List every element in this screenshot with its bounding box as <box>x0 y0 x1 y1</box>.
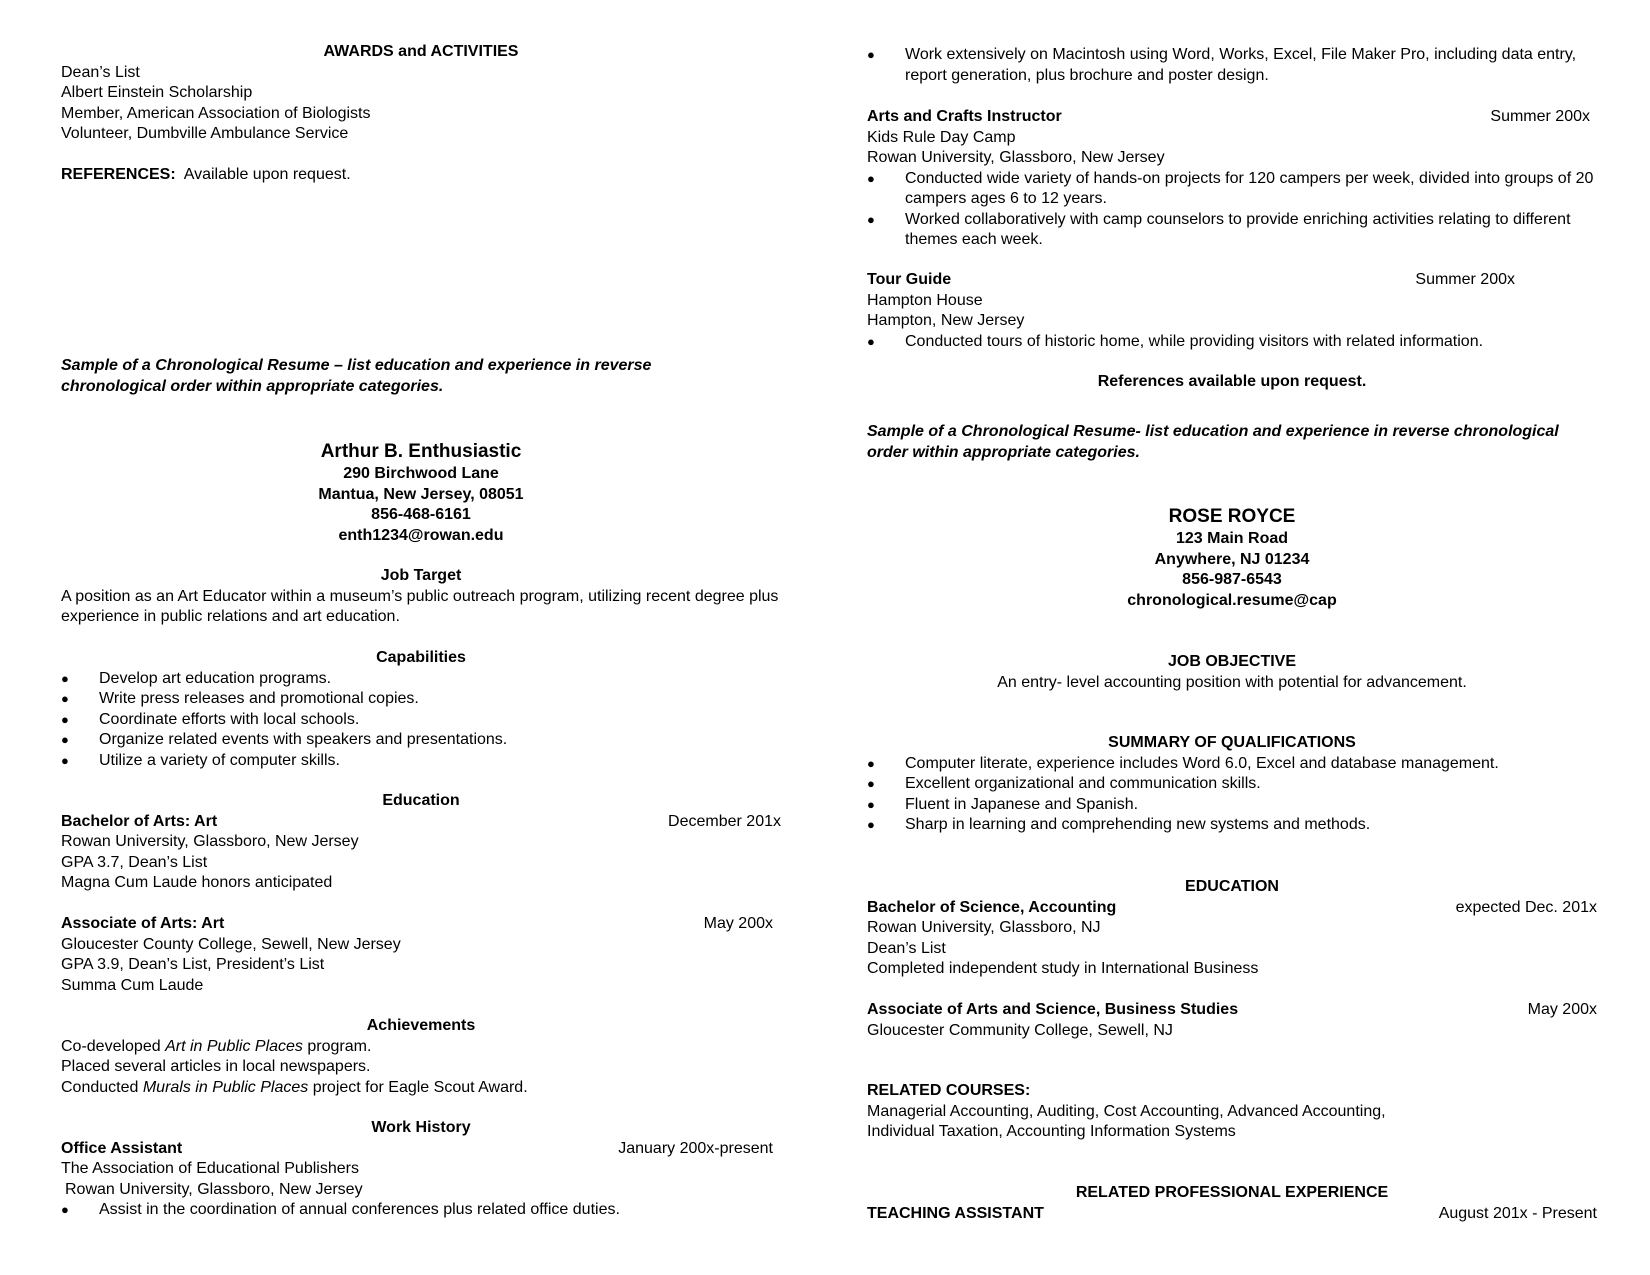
job-date: January 200x-present <box>618 1139 773 1157</box>
capability-item: ● Utilize a variety of computer skills. <box>61 751 781 772</box>
degree-detail: Rowan University, Glassboro, NJ <box>867 919 1101 936</box>
job-title: Tour Guide <box>867 271 952 288</box>
awards-heading: AWARDS and ACTIVITIES <box>323 43 519 60</box>
degree-row <box>867 898 1597 919</box>
job-location: Hampton, New Jersey <box>867 312 1025 329</box>
work-history-heading: Work History <box>371 1119 471 1136</box>
degree-date: May 200x <box>1527 1001 1597 1018</box>
achievements-heading: Achievements <box>366 1017 476 1034</box>
degree-row <box>61 812 781 833</box>
address-line2: Mantua, New Jersey, 08051 <box>318 485 524 503</box>
degree-detail: Gloucester Community College, Sewell, NJ <box>867 1021 1173 1039</box>
job-location: Rowan University, Glassboro, New Jersey <box>65 1180 363 1198</box>
achievements-section <box>61 1016 781 1098</box>
degree-detail: Gloucester County College, Sewell, New Jersey <box>61 935 401 953</box>
contact-header <box>867 505 1597 611</box>
job-target-section <box>61 566 781 628</box>
award-item: Volunteer, Dumbville Ambulance Service <box>61 125 349 142</box>
job-duty: ● Assist in the coordination of annual conferences plus related office duties. <box>61 1200 781 1221</box>
right-resume-page <box>867 0 1597 1275</box>
job-date: Summer 200x <box>1415 271 1515 288</box>
applicant-name: Arthur B. Enthusiastic <box>320 441 522 462</box>
degree-detail: Dean’s List <box>867 939 946 957</box>
courses-heading: RELATED COURSES: <box>867 1082 1031 1099</box>
achievement-title: Art in Public Places <box>165 1037 303 1055</box>
degree-title: Associate of Arts: Art <box>61 915 225 932</box>
job-duty: ● Work extensively on Macintosh using Word, Works, Excel, File Maker Pro, including data entry, report generation, plus brochure and poster design. <box>867 45 1597 86</box>
job-row <box>867 107 1590 128</box>
job-title: Arts and Crafts Instructor <box>867 108 1062 125</box>
address-line1: 123 Main Road <box>1175 530 1289 547</box>
job-duty: ● Conducted tours of historic home, while providing visitors with related information. <box>867 332 1597 353</box>
experience-heading: RELATED PROFESSIONAL EXPERIENCE <box>1075 1184 1389 1201</box>
tour-guide-section <box>867 270 1597 352</box>
objective-heading: JOB OBJECTIVE <box>1167 653 1297 670</box>
courses-line: Individual Taxation, Accounting Information Systems <box>867 1123 1236 1140</box>
achievement-text: program. <box>302 1037 372 1055</box>
degree-detail: Magna Cum Laude honors anticipated <box>61 874 333 891</box>
objective-section <box>867 652 1597 693</box>
references-label: REFERENCES: <box>61 166 176 183</box>
award-item: Dean’s List <box>61 63 140 81</box>
arts-crafts-section <box>867 107 1597 251</box>
job-row <box>867 1204 1597 1225</box>
sample-note: Sample of a Chronological Resume- list education and experience in reverse chronological order within appropriate categories. <box>867 423 1559 461</box>
job-date: Summer 200x <box>1490 108 1590 125</box>
capabilities-heading: Capabilities <box>376 649 466 666</box>
degree-detail: Summa Cum Laude <box>61 976 204 994</box>
job-row <box>867 270 1515 291</box>
job-duty: ● Worked collaboratively with camp counselors to provide enriching activities relating to different themes each week. <box>867 210 1597 251</box>
job-duty: ● Conducted wide variety of hands-on projects for 120 campers per week, divided into groups of 20 campers ages 6 to 12 years. <box>867 169 1597 210</box>
email: enth1234@rowan.edu <box>338 526 504 544</box>
job-date: August 201x - Present <box>1438 1204 1597 1222</box>
award-item: Member, American Association of Biologists <box>61 104 371 122</box>
achievement-text: Conducted <box>61 1078 143 1096</box>
address-line1: 290 Birchwood Lane <box>343 465 499 482</box>
degree-title: Bachelor of Science, Accounting <box>867 898 1117 916</box>
job-org: The Association of Educational Publishers <box>61 1160 359 1177</box>
achievement-title: Murals in Public Places <box>142 1078 309 1096</box>
contact-header <box>61 440 781 546</box>
capability-item: ● Develop art education programs. <box>61 669 781 690</box>
achievement-item <box>61 1078 781 1099</box>
address-line2: Anywhere, NJ 01234 <box>1154 550 1310 568</box>
degree-date: December 201x <box>668 812 781 830</box>
job-row <box>61 1139 773 1160</box>
awards-section <box>61 42 781 145</box>
achievement-item: Placed several articles in local newspapers. <box>61 1058 371 1075</box>
education-heading: Education <box>382 792 460 809</box>
phone: 856-468-6161 <box>371 506 471 523</box>
degree-row <box>867 1000 1597 1021</box>
capability-item: ● Organize related events with speakers and presentations. <box>61 730 781 751</box>
degree-row <box>61 914 773 935</box>
capabilities-section <box>61 648 781 771</box>
degree-date: May 200x <box>703 915 773 932</box>
achievement-text: project for Eagle Scout Award. <box>308 1078 528 1096</box>
email: chronological.resume@cap <box>1127 591 1337 609</box>
education-section <box>61 791 781 996</box>
degree-detail: GPA 3.7, Dean’s List <box>61 853 208 871</box>
qualification-item: ● Fluent in Japanese and Spanish. <box>867 795 1597 816</box>
courses-section <box>867 1081 1597 1143</box>
degree-detail: GPA 3.9, Dean’s List, President’s List <box>61 956 325 973</box>
phone: 856-987-6543 <box>1182 571 1282 588</box>
references-text: Available upon request. <box>183 166 351 183</box>
references-line: References available upon request. <box>1097 373 1367 390</box>
summary-section <box>867 733 1597 836</box>
objective-text: An entry- level accounting position with potential for advancement. <box>997 673 1467 691</box>
degree-date: expected Dec. 201x <box>1455 898 1597 916</box>
job-target-heading: Job Target <box>380 567 462 584</box>
continued-bullet <box>867 45 1597 86</box>
job-target-text: A position as an Art Educator within a museum’s public outreach program, utilizing recent degree plus experience in public relations and art education. <box>61 587 779 625</box>
work-history-section <box>61 1118 781 1221</box>
applicant-name: ROSE ROYCE <box>1168 506 1296 527</box>
education-section <box>867 877 1597 1041</box>
award-item: Albert Einstein Scholarship <box>61 84 253 101</box>
job-org: Hampton House <box>867 291 983 309</box>
degree-title: Associate of Arts and Science, Business Studies <box>867 1001 1239 1018</box>
experience-section <box>867 1183 1597 1224</box>
job-location: Rowan University, Glassboro, New Jersey <box>867 149 1165 166</box>
sample-note: Sample of a Chronological Resume – list education and experience in reverse chronological order within appropriate categories. <box>61 357 652 395</box>
achievement-text: Co-developed <box>61 1037 166 1055</box>
capability-item: ● Coordinate efforts with local schools. <box>61 710 781 731</box>
degree-detail: Rowan University, Glassboro, New Jersey <box>61 833 359 850</box>
courses-line: Managerial Accounting, Auditing, Cost Accounting, Advanced Accounting, <box>867 1102 1386 1120</box>
references-line <box>61 165 781 186</box>
qualification-item: ● Sharp in learning and comprehending new systems and methods. <box>867 815 1597 836</box>
qualification-item: ● Computer literate, experience includes Word 6.0, Excel and database management. <box>867 754 1597 775</box>
degree-title: Bachelor of Arts: Art <box>61 812 218 830</box>
achievement-item <box>61 1037 781 1058</box>
degree-detail: Completed independent study in International Business <box>867 960 1259 977</box>
job-org: Kids Rule Day Camp <box>867 128 1016 146</box>
job-title: Office Assistant <box>61 1139 183 1157</box>
summary-heading: SUMMARY OF QUALIFICATIONS <box>1108 734 1356 751</box>
left-resume-page <box>61 0 781 1275</box>
job-title: TEACHING ASSISTANT <box>867 1204 1044 1222</box>
education-heading: EDUCATION <box>1185 878 1279 895</box>
capability-item: ● Write press releases and promotional copies. <box>61 689 781 710</box>
qualification-item: ● Excellent organizational and communication skills. <box>867 774 1597 795</box>
